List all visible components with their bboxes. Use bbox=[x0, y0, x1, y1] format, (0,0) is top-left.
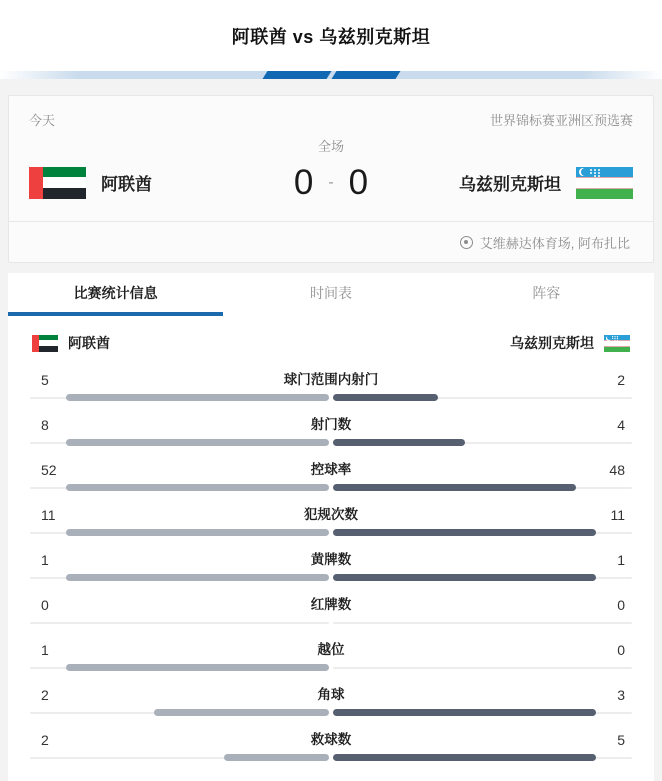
tab-match-stats[interactable]: 比赛统计信息 bbox=[8, 273, 223, 316]
venue-row bbox=[29, 222, 633, 262]
stat-home-value: 5 bbox=[41, 372, 49, 388]
stat-home-value: 2 bbox=[41, 732, 49, 748]
bar-track bbox=[333, 667, 632, 669]
stat-label: 控球率 bbox=[310, 462, 352, 477]
uzbekistan-flag-icon bbox=[604, 335, 630, 352]
stats-panel bbox=[8, 273, 654, 781]
tab-bar bbox=[8, 273, 654, 316]
stat-bars bbox=[8, 619, 654, 626]
stat-label: 射门数 bbox=[310, 417, 352, 432]
stat-label: 角球 bbox=[317, 687, 345, 702]
stat-label: 红牌数 bbox=[310, 597, 352, 612]
stat-home-value: 2 bbox=[41, 687, 49, 703]
stat-row bbox=[8, 722, 654, 767]
stat-away-value: 0 bbox=[617, 642, 625, 658]
title-divider bbox=[0, 71, 662, 79]
away-bar bbox=[333, 439, 465, 446]
stats-away-team-name: 乌兹别克斯坦 bbox=[510, 335, 594, 351]
uzbekistan-flag-icon bbox=[576, 167, 633, 199]
stats-list bbox=[8, 362, 654, 767]
home-score: 0 bbox=[293, 163, 314, 202]
away-bar bbox=[333, 709, 596, 716]
stat-row bbox=[8, 632, 654, 677]
stat-row bbox=[8, 587, 654, 632]
stat-away-value: 0 bbox=[617, 597, 625, 613]
home-bar bbox=[66, 529, 329, 536]
stat-bars bbox=[8, 574, 654, 581]
stat-bars bbox=[8, 709, 654, 716]
away-team bbox=[368, 167, 633, 199]
stat-label: 犯规次数 bbox=[304, 507, 358, 522]
uae-flag-icon bbox=[32, 335, 58, 352]
score bbox=[294, 165, 368, 200]
stats-home-team-name: 阿联酋 bbox=[68, 335, 110, 351]
page-header bbox=[0, 0, 662, 71]
stat-label: 越位 bbox=[317, 642, 345, 657]
stats-team-header bbox=[8, 333, 654, 353]
away-bar bbox=[333, 574, 596, 581]
scoreboard-card bbox=[8, 95, 654, 263]
stat-away-value: 3 bbox=[617, 687, 625, 703]
away-bar bbox=[333, 529, 596, 536]
stat-row bbox=[8, 407, 654, 452]
divider-segment bbox=[262, 71, 331, 79]
stat-home-value: 1 bbox=[41, 552, 49, 568]
uae-flag-icon bbox=[29, 167, 86, 199]
stat-away-value: 11 bbox=[610, 507, 625, 523]
stat-row bbox=[8, 452, 654, 497]
score-separator: - bbox=[328, 173, 334, 191]
home-bar bbox=[66, 484, 329, 491]
stat-row bbox=[8, 677, 654, 722]
stat-away-value: 1 bbox=[617, 552, 625, 568]
home-bar bbox=[224, 754, 329, 761]
stat-home-value: 0 bbox=[41, 597, 49, 613]
home-bar bbox=[154, 709, 329, 716]
stat-bars bbox=[8, 664, 654, 671]
stat-away-value: 2 bbox=[617, 372, 625, 388]
stat-label: 球门范围内射门 bbox=[283, 372, 379, 387]
bar-track bbox=[30, 622, 329, 624]
match-period: 全场 bbox=[317, 139, 344, 154]
stat-row bbox=[8, 362, 654, 407]
location-pin-icon bbox=[460, 236, 473, 249]
divider-segment bbox=[331, 71, 400, 79]
home-bar bbox=[66, 439, 329, 446]
away-bar bbox=[333, 754, 596, 761]
home-team-name: 阿联酋 bbox=[101, 175, 152, 194]
stat-away-value: 5 bbox=[617, 732, 625, 748]
match-date: 今天 bbox=[29, 113, 56, 128]
bar-track bbox=[333, 622, 632, 624]
tab-timeline[interactable]: 时间表 bbox=[309, 284, 352, 301]
home-team bbox=[29, 167, 294, 199]
stat-home-value: 11 bbox=[41, 507, 56, 523]
home-bar bbox=[66, 394, 329, 401]
stat-bars bbox=[8, 484, 654, 491]
away-team-name: 乌兹别克斯坦 bbox=[459, 175, 562, 194]
stat-bars bbox=[8, 754, 654, 761]
venue-name: 艾维赫达体育场, 阿布扎比 bbox=[479, 235, 630, 251]
away-bar bbox=[333, 394, 438, 401]
stat-row bbox=[8, 542, 654, 587]
away-score: 0 bbox=[348, 163, 369, 202]
stat-bars bbox=[8, 529, 654, 536]
stat-away-value: 4 bbox=[617, 417, 625, 433]
stat-label: 救球数 bbox=[310, 732, 352, 747]
stat-away-value: 48 bbox=[609, 462, 625, 478]
stat-row bbox=[8, 497, 654, 542]
stat-home-value: 1 bbox=[41, 642, 49, 658]
stat-home-value: 52 bbox=[41, 462, 57, 478]
away-bar bbox=[333, 484, 576, 491]
home-bar bbox=[66, 664, 329, 671]
stat-bars bbox=[8, 394, 654, 401]
home-bar bbox=[66, 574, 329, 581]
page-title: 阿联酋 vs 乌兹别克斯坦 bbox=[231, 26, 431, 47]
stat-bars bbox=[8, 439, 654, 446]
tab-lineup[interactable]: 阵容 bbox=[532, 284, 561, 301]
competition-name: 世界锦标赛亚洲区预选赛 bbox=[489, 113, 633, 128]
stat-label: 黄牌数 bbox=[310, 552, 352, 567]
stat-home-value: 8 bbox=[41, 417, 49, 433]
